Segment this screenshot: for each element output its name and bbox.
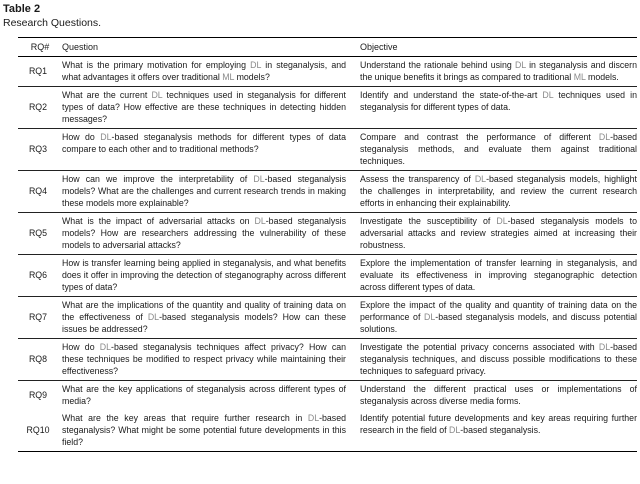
rq-id: RQ6 — [28, 270, 48, 280]
rq-id: RQ5 — [28, 228, 48, 238]
table-row — [18, 255, 637, 297]
acronym: DL — [542, 90, 554, 100]
objective-cell: Compare and contrast the performance of different DL-based steganalysis methods, and evaluate them against traditional techniques. — [360, 132, 637, 166]
table-row — [18, 339, 637, 381]
acronym: DL — [598, 342, 611, 352]
acronym: DL — [424, 312, 436, 322]
table-row — [18, 87, 637, 129]
column-header-objective: Objective — [360, 38, 637, 57]
research-questions-table — [18, 37, 637, 452]
objective-cell: Explore the implementation of transfer learning in steganalysis, and evaluate its effectiveness in improving steganographic detection across different types of data. — [360, 258, 637, 292]
column-header-rq-number: RQ# — [18, 38, 62, 57]
objective-cell: Investigate the potential privacy concerns associated with DL-based steganalysis techniques, and discuss possible modifications to these techniques to safeguard privacy. — [360, 342, 637, 376]
question-cell: How can we improve the interpretability of DL-based steganalysis models? What are the challenges and current research trends in making these models more explainable? — [62, 174, 346, 208]
rq-id: RQ3 — [28, 144, 48, 154]
table-caption: Research Questions. — [3, 17, 102, 29]
rq-id: RQ4 — [28, 186, 48, 196]
acronym: DL — [514, 60, 526, 70]
question-cell: What are the key applications of steganalysis across different types of media? — [62, 384, 346, 406]
objective-cell: Identify potential future developments and key areas requiring further research in the field of DL-based steganalysis. — [360, 413, 637, 435]
objective-cell: Explore the impact of the quality and quantity of training data on the performance of DL-based steganalysis models, and discuss potential solutions. — [360, 300, 637, 334]
question-cell: How do DL-based steganalysis techniques affect privacy? How can these techniques be modified to respect privacy while maintaining their effectiveness? — [62, 342, 346, 376]
rq-id: RQ7 — [28, 312, 48, 322]
acronym: DL — [254, 216, 266, 226]
acronym: DL — [474, 174, 487, 184]
question-cell: What are the key areas that require further research in DL-based steganalysis? What might be some potential future developments in this field? — [62, 413, 346, 447]
rq-id: RQ1 — [28, 66, 48, 76]
acronym: DL — [496, 216, 508, 226]
table-row — [18, 213, 637, 255]
acronym: ML — [573, 72, 586, 82]
objective-cell: Assess the transparency of DL-based steganalysis models, highlight the challenges in interpretability, and review the current research efforts in enhancing their explainability. — [360, 174, 637, 208]
table-row — [18, 129, 637, 171]
acronym: DL — [250, 60, 262, 70]
acronym: DL — [147, 312, 160, 322]
question-cell: What are the current DL techniques used in steganalysis for different types of data? How effective are these techniques in detecting hidden messages? — [62, 90, 346, 124]
question-cell: How do DL-based steganalysis methods for different types of data compare to each other and to traditional methods? — [62, 132, 346, 154]
acronym: DL — [307, 413, 320, 423]
acronym: ML — [222, 72, 235, 82]
question-cell: What are the implications of the quantity and quality of training data on the effectiveness of DL-based steganalysis models? How can these issues be addressed? — [62, 300, 347, 334]
objective-cell: Understand the rationale behind using DL in steganalysis and discern the unique benefits it brings as compared to traditional ML models. — [360, 60, 637, 82]
acronym: DL — [151, 90, 163, 100]
table-row — [18, 171, 637, 213]
objective-cell: Investigate the susceptibility of DL-based steganalysis models to adversarial attacks and review strategies aimed at increasing their robustness. — [360, 216, 637, 250]
table-row — [18, 410, 637, 452]
column-header-question: Question — [62, 38, 360, 57]
rq-id: RQ8 — [28, 354, 48, 364]
objective-cell: Identify and understand the state-of-the-art DL techniques used in steganalysis for different types of data. — [360, 90, 637, 112]
objective-cell: Understand the different practical uses or implementations of steganalysis across diverse media forms. — [360, 384, 637, 406]
question-cell: How is transfer learning being applied in steganalysis, and what benefits does it offer in improving the detection of steganography across different types of data? — [62, 258, 346, 292]
table-label: Table 2 — [3, 3, 41, 15]
table-row — [18, 57, 637, 87]
question-cell: What is the primary motivation for employing DL in steganalysis, and what advantages it offers over traditional ML models? — [62, 60, 346, 82]
rq-id: RQ10 — [26, 425, 50, 435]
rq-id: RQ2 — [28, 102, 48, 112]
table-row — [18, 381, 637, 411]
acronym: DL — [449, 425, 461, 435]
question-cell: What is the impact of adversarial attacks on DL-based steganalysis models? How are researchers addressing the vulnerability of these models to adversarial attacks? — [62, 216, 346, 250]
acronym: DL — [598, 132, 611, 142]
acronym: DL — [253, 174, 265, 184]
table-header-row — [18, 38, 637, 57]
rq-id: RQ9 — [28, 390, 48, 400]
table-row — [18, 297, 637, 339]
acronym: DL — [100, 132, 112, 142]
acronym: DL — [99, 342, 112, 352]
